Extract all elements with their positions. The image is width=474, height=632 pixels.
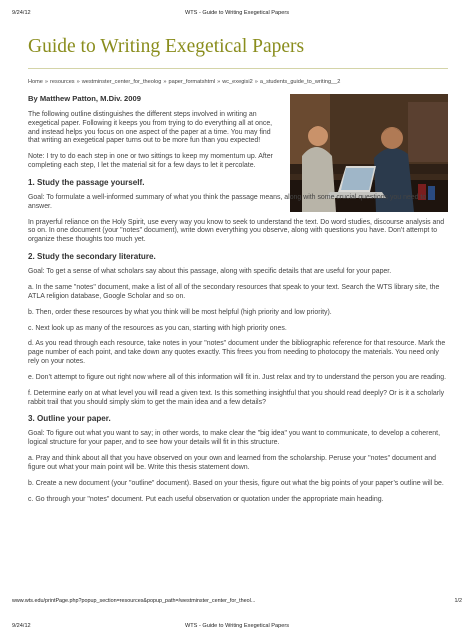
- breadcrumb-separator: »: [44, 79, 49, 85]
- breadcrumb-item[interactable]: resources: [50, 79, 75, 85]
- print-title: WTS - Guide to Writing Exegetical Papers: [184, 623, 290, 629]
- print-url: www.wts.edu/printPage.php?popup_section=resources&popup_path=/westminster_center_for_theol...: [12, 598, 256, 604]
- breadcrumb-item[interactable]: a_students_guide_to_writing__2: [259, 79, 341, 85]
- breadcrumb-separator: »: [254, 79, 258, 85]
- section-paragraph: b. Create a new document (your "outline" document). Based on your thesis, figure out what the big points of your paper’s outline will be.: [28, 479, 444, 487]
- section-paragraph: a. In the same "notes" document, make a list of all of the secondary resources that speak to your text. Search the WTS library site, the ATLA religion database, Google Scholar and so on.: [28, 283, 440, 300]
- section-heading: 2. Study the secondary literature.: [28, 252, 156, 262]
- section-paragraph: e. Don’t attempt to figure out right now where all of this information will fit in. Just relax and try to understand the person you are reading.: [28, 373, 447, 381]
- intro-paragraph: The following outline distinguishes the different steps involved in writing an exegetical paper. Following it keeps you from trying to do everything all at once, and instead helps you focus on one aspect of the paper at a time. You may find that writing an exegetical paper turns out to be more fun than you expected!: [28, 110, 273, 145]
- print-date: 9/24/12: [12, 10, 31, 16]
- breadcrumb-item[interactable]: wc_exegisi2: [222, 79, 253, 85]
- section-paragraph: In prayerful reliance on the Holy Spirit, use every way you know to seek to understand the text. Do word studies, discourse analysis and so on. In one document (your "notes" document), write down everything you observe, along with questions you have. Don’t attempt to organize these thoughts too much yet.: [28, 218, 445, 244]
- breadcrumb-item[interactable]: Home: [28, 79, 43, 85]
- breadcrumb-separator: »: [76, 79, 80, 85]
- section-paragraph: Goal: To get a sense of what scholars say about this passage, along with specific details that are useful for your paper.: [28, 268, 392, 276]
- print-title: WTS - Guide to Writing Exegetical Papers: [184, 10, 290, 16]
- page-title: Guide to Writing Exegetical Papers: [28, 36, 305, 57]
- print-header: [12, 10, 462, 20]
- title-divider: [28, 68, 448, 69]
- breadcrumb-separator: »: [217, 79, 221, 85]
- section-heading: 3. Outline your paper.: [28, 414, 111, 424]
- section-paragraph: c. Go through your "notes" document. Put each useful observation or quotation under the appropriate main heading.: [28, 495, 384, 503]
- section-paragraph: a. Pray and think about all that you have observed on your own and learned from the scholarship. Peruse your "notes" document and figure out what your main point will be. Write this thesis statement down.: [28, 455, 436, 471]
- section-paragraph: b. Then, order these resources by what you think will be most helpful (high priority and low priority).: [28, 308, 332, 316]
- breadcrumb-separator: »: [163, 79, 167, 85]
- breadcrumb-item[interactable]: westminster_center_for_theolog: [81, 79, 162, 85]
- breadcrumb-item[interactable]: paper_formatshtml: [168, 79, 216, 85]
- document-page: [28, 28, 448, 598]
- section-heading: 1. Study the passage yourself.: [28, 177, 145, 187]
- page-number: 1/2: [454, 598, 462, 604]
- print-footer: [12, 598, 462, 604]
- section-paragraph: f. Determine early on at what level you will read a given text. Is this something insightful that you should read deeply? Or is it a scholarly rabbit trail that you should simply skim to get the main idea and a few details?: [28, 389, 445, 406]
- section-paragraph: d. As you read through each resource, take notes in your "notes" document under the bibliographic reference for that resource. Mark the page number of each point, and take down any quotes exactly. This frees you from needing to photocopy the materials. You need only rely on your notes.: [28, 340, 446, 366]
- section-paragraph: Goal: To figure out what you want to say; in other words, to make clear the "big idea" you want to communicate, to develop a coherent, logical structure for your paper, and to see how your details will fit in this structure.: [28, 430, 441, 447]
- print-date: 9/24/12: [12, 623, 31, 629]
- intro-note: Note: I try to do each step in one or two sittings to keep my momentum up. After completing each step, I let the material sit for a few days to let it percolate.: [28, 153, 273, 170]
- section-paragraph: c. Next look up as many of the resources as you can, starting with high priority ones.: [28, 324, 287, 332]
- breadcrumb: [28, 79, 448, 85]
- section-paragraph: Goal: To formulate a well-informed summary of what you think the passage means, along with some crucial questions you need to answer.: [28, 193, 427, 210]
- article-body: [28, 95, 448, 511]
- author-byline: By Matthew Patton, M.Div. 2009: [28, 94, 141, 103]
